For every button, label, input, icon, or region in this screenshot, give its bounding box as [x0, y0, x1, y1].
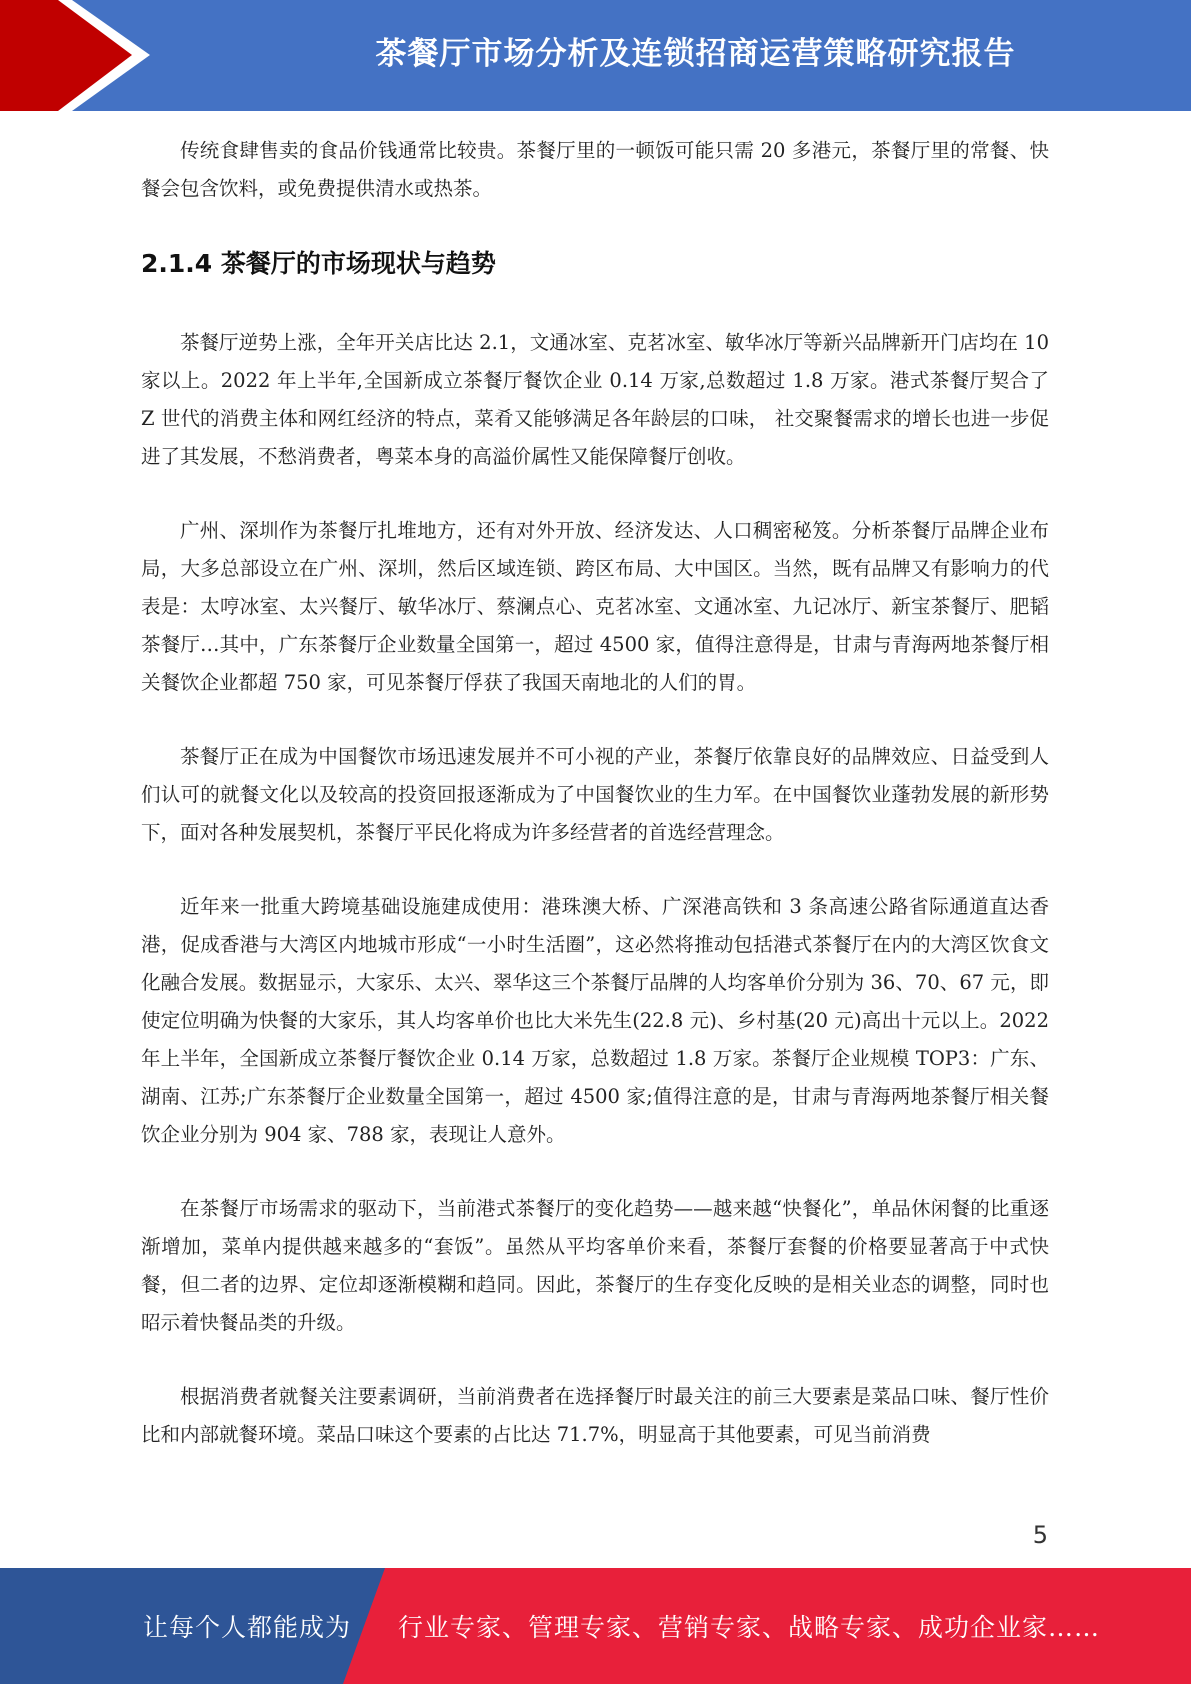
body-paragraph-4: 近年来一批重大跨境基础设施建成使用：港珠澳大桥、广深港高铁和 3 条高速公路省际通道直达香港，促成香港与大湾区内地城市形成“一小时生活圈”，这必然将推动包括港式茶餐厅在内的大湾区饮食文化融合发展。数据显示，大家乐、太兴、翠华这三个茶餐厅品牌的人均客单价分别为 36、70、67 元，即使定位明确为快餐的大家乐，其人均客单价也比大米先生(22.8 元)、乡村基(20 元)高出十元以上。2022 年上半年，全国新成立茶餐厅餐饮企业 0.14 万家，总数超过 1.8 万家。茶餐厅企业规模 TOP3：广东、湖南、江苏;广东茶餐厅企业数量全国第一，超过 4500 家;值得注意的是，甘肃与青海两地茶餐厅相关餐饮企业分别为 904 家、788 家，表现让人意外。 — [141, 895, 1049, 1146]
body-paragraph-2: 广州、深圳作为茶餐厅扎堆地方，还有对外开放、经济发达、人口稠密秘笈。分析茶餐厅品牌企业布局，大多总部设立在广州、深圳，然后区域连锁、跨区布局、大中国区。当然，既有品牌又有影响力的代表是：太哼冰室、太兴餐厅、敏华冰厅、蔡澜点心、克茗冰室、文通冰室、九记冰厅、新宝茶餐厅、肥韬茶餐厅…其中，广东茶餐厅企业数量全国第一，超过 4500 家，值得注意得是，甘肃与青海两地茶餐厅相关餐饮企业都超 750 家，可见茶餐厅俘获了我国天南地北的人们的胃。 — [141, 519, 1049, 694]
page-content — [141, 132, 1049, 1454]
header-arrow-decoration — [0, 0, 160, 111]
page-number: 5 — [1032, 1521, 1048, 1549]
body-paragraph-6: 根据消费者就餐关注要素调研，当前消费者在选择餐厅时最关注的前三大要素是菜品口味、餐厅性价比和内部就餐环境。菜品口味这个要素的占比达 71.7%，明显高于其他要素，可见当前消费 — [141, 1385, 1049, 1446]
page-footer — [0, 1568, 1191, 1684]
body-paragraph-3: 茶餐厅正在成为中国餐饮市场迅速发展并不可小视的产业，茶餐厅依靠良好的品牌效应、日益受到人们认可的就餐文化以及较高的投资回报逐渐成为了中国餐饮业的生力军。在中国餐饮业蓬勃发展的新形势下，面对各种发展契机，茶餐厅平民化将成为许多经营者的首选经营理念。 — [141, 745, 1049, 844]
body-paragraph-1: 茶餐厅逆势上涨，全年开关店比达 2.1，文通冰室、克茗冰室、敏华冰厅等新兴品牌新开门店均在 10 家以上。2022 年上半年,全国新成立茶餐厅餐饮企业 0.14 万家,总数超过 1.8 万家。港式茶餐厅契合了 Z 世代的消费主体和网红经济的特点，菜肴又能够满足各年龄层的口味， 社交聚餐需求的增长也进一步促进了其发展，不愁消费者，粤菜本身的高溢价属性又能保障餐厅创收。 — [141, 331, 1049, 468]
footer-slogan-right: 行业专家、管理专家、营销专家、战略专家、成功企业家…… — [398, 1613, 1101, 1642]
body-paragraph-5: 在茶餐厅市场需求的驱动下，当前港式茶餐厅的变化趋势——越来越“快餐化”，单品休闲餐的比重逐渐增加，菜单内提供越来越多的“套饭”。虽然从平均客单价来看，茶餐厅套餐的价格要显著高于中式快餐，但二者的边界、定位却逐渐模糊和趋同。因此，茶餐厅的生存变化反映的是相关业态的调整，同时也昭示着快餐品类的升级。 — [141, 1197, 1049, 1334]
section-heading: 2.1.4 茶餐厅的市场现状与趋势 — [141, 249, 496, 278]
header-title: 茶餐厅市场分析及连锁招商运营策略研究报告 — [375, 36, 1016, 72]
footer-slogan-left: 让每个人都能成为 — [143, 1613, 352, 1642]
page-header — [0, 0, 1191, 111]
intro-paragraph: 传统食肆售卖的食品价钱通常比较贵。茶餐厅里的一顿饭可能只需 20 多港元，茶餐厅里的常餐、快餐会包含饮料，或免费提供清水或热茶。 — [141, 139, 1049, 200]
